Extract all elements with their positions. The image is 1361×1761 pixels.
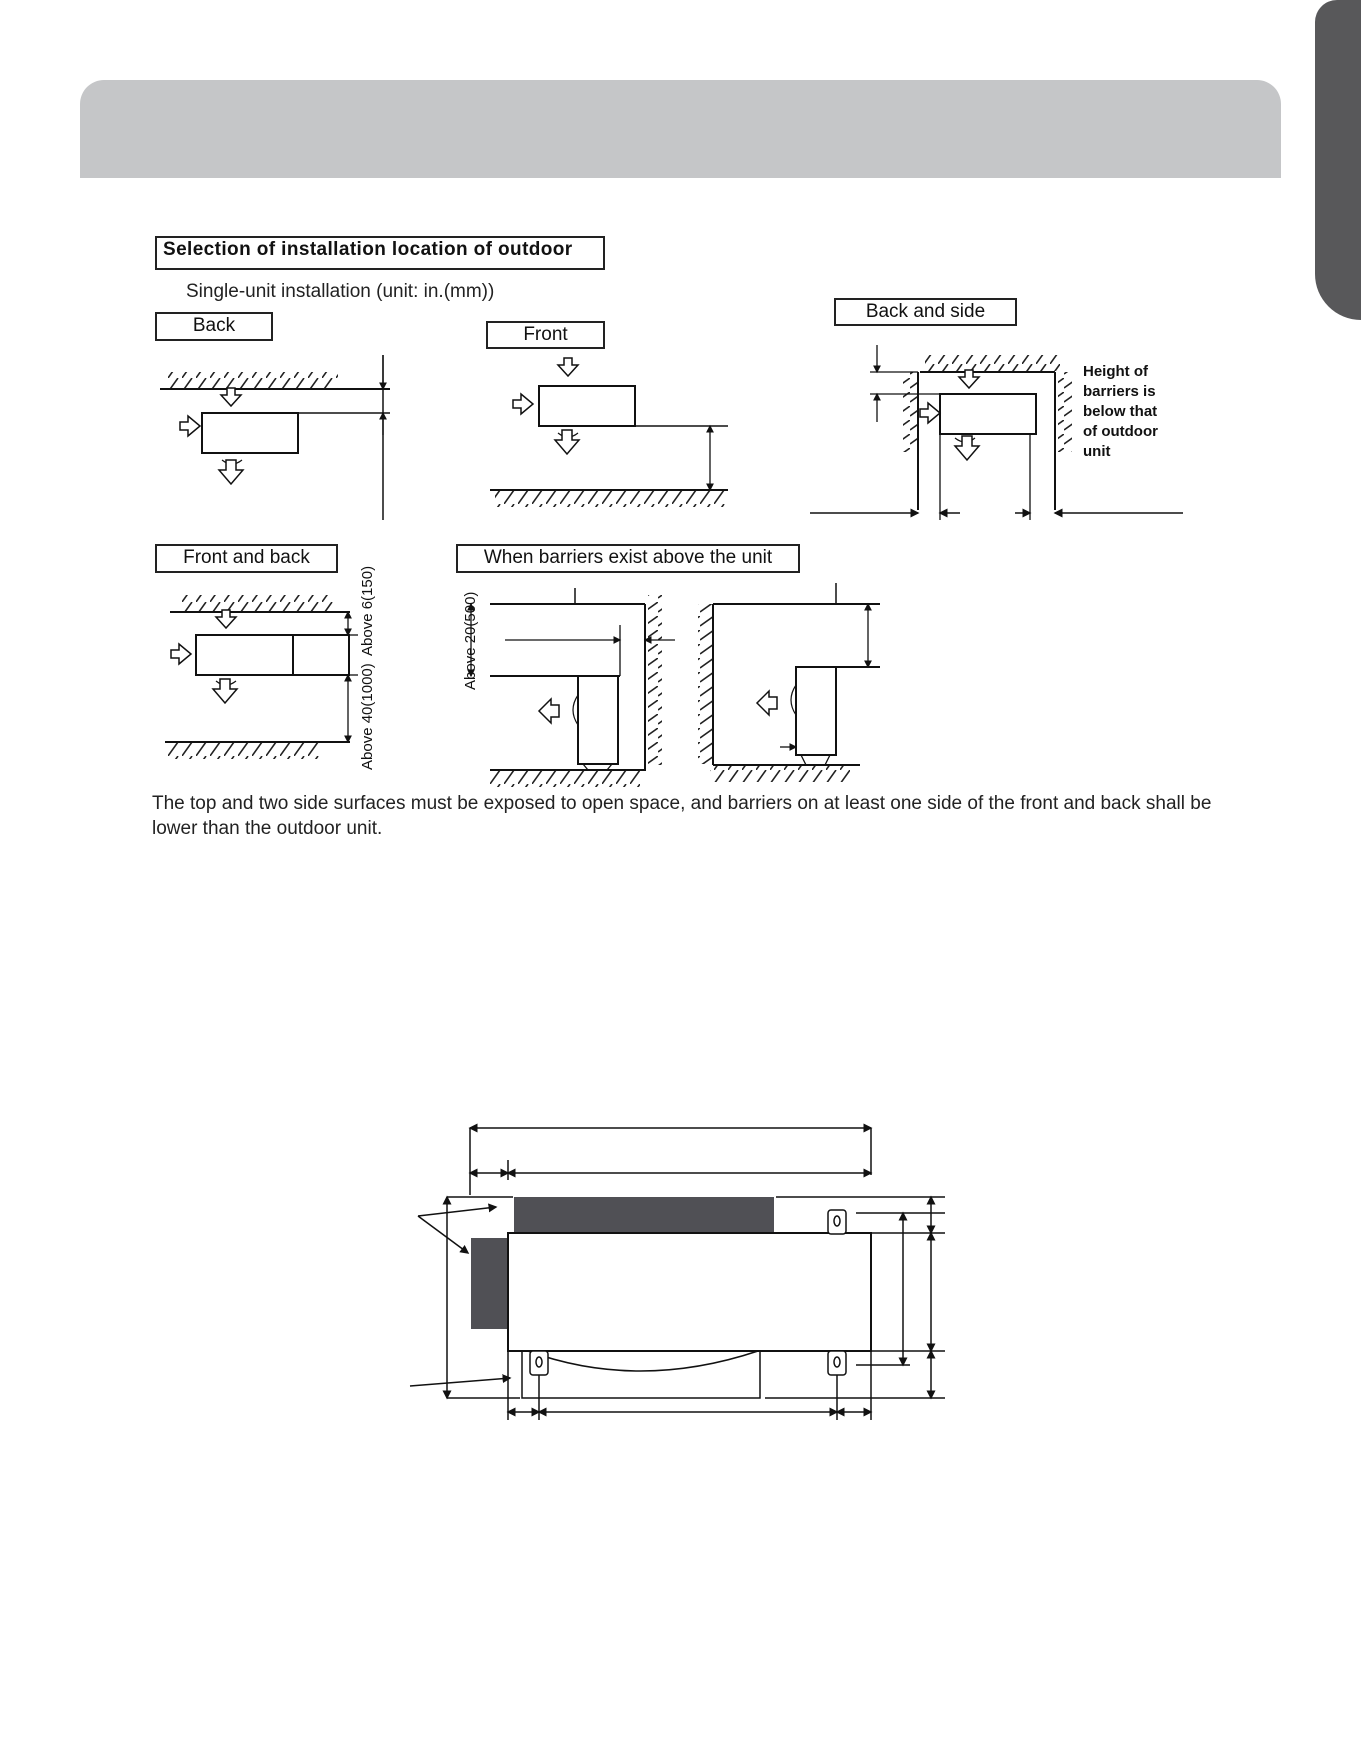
diagram-back-and-side xyxy=(810,345,1183,520)
panel-label-back-and-side: Back and side xyxy=(834,298,1017,326)
installation-note: The top and two side surfaces must be exposed to open space, and barriers on at least one side of the front and back shall be lower than the outdoor unit. xyxy=(152,793,1212,839)
diagram-back xyxy=(160,355,390,520)
diagram-barriers-above-right xyxy=(698,583,880,782)
label-above-20: Above 20(500) xyxy=(462,591,479,690)
label-above-40: Above 40(1000) xyxy=(359,663,376,770)
section-subtitle: Single-unit installation (unit: in.(mm)) xyxy=(186,281,495,302)
diagram-outdoor-unit-dimensions xyxy=(410,1128,945,1420)
panel-label-back: Back xyxy=(155,312,273,341)
label-above-6: Above 6(150) xyxy=(359,565,376,656)
section-title: Selection of installation location of outdoor xyxy=(155,236,605,270)
panel-label-front-and-back: Front and back xyxy=(155,544,338,573)
diagram-barriers-above-left xyxy=(471,588,675,787)
barrier-height-note: Height of barriers is below that of outdoor unit xyxy=(1083,363,1158,460)
panel-label-front: Front xyxy=(486,321,605,349)
panel-label-barriers-above: When barriers exist above the unit xyxy=(456,544,800,573)
diagram-front-and-back xyxy=(165,595,358,759)
diagram-front xyxy=(490,358,728,507)
